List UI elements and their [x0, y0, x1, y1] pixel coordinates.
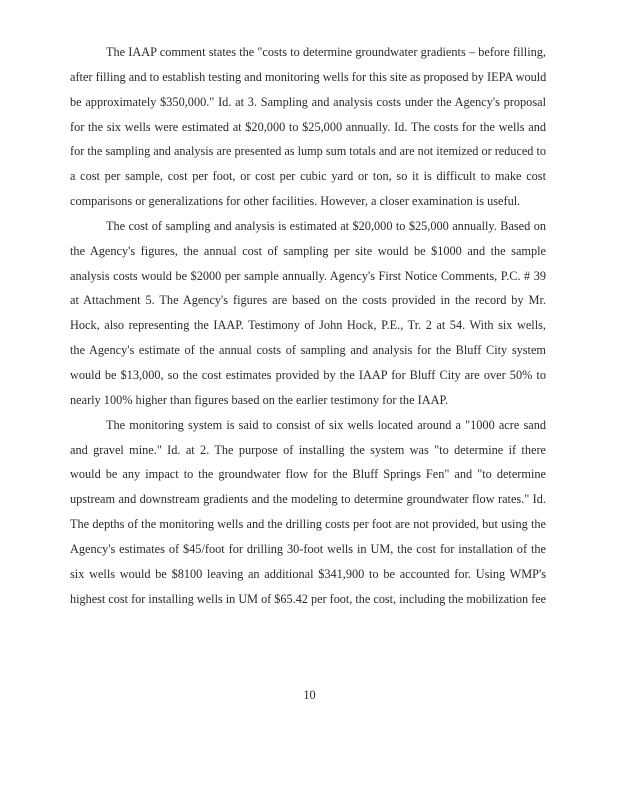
text-line: the Agency's figures, the annual cost of sampling per site would be $1000 and the sample [70, 243, 546, 258]
text-line: analysis costs would be $2000 per sample annually. Agency's First Notice Comments, P.C. # 39 [70, 268, 546, 283]
text-line: the Agency's estimate of the annual costs of sampling and analysis for the Bluff City system [70, 343, 546, 358]
text-line: The depths of the monitoring wells and the drilling costs per foot are not provided, but using the [70, 517, 546, 532]
text-line: for the six wells were estimated at $20,000 to $25,000 annually. Id. The costs for the wells and [70, 119, 546, 134]
text-line: would be $13,000, so the cost estimates provided by the IAAP for Bluff City are over 50% to [70, 367, 546, 382]
text-line: Agency's estimates of $45/foot for drilling 30-foot wells in UM, the cost for installation of the [70, 541, 546, 556]
text-line: at Attachment 5. The Agency's figures are based on the costs provided in the record by Mr. [70, 293, 546, 308]
text-line: The monitoring system is said to consist of six wells located around a "1000 acre sand [106, 417, 546, 432]
text-line: comparisons or generalizations for other facilities. However, a closer examination is useful. [70, 194, 521, 209]
text-line: The cost of sampling and analysis is estimated at $20,000 to $25,000 annually. Based on [106, 218, 546, 233]
text-line: be approximately $350,000." Id. at 3. Sampling and analysis costs under the Agency's proposal [70, 94, 546, 109]
text-line: and gravel mine." Id. at 2. The purpose of installing the system was "to determine if there [70, 442, 546, 457]
text-line: highest cost for installing wells in UM of $65.42 per foot, the cost, including the mobilization fee [70, 591, 547, 606]
text-line: Hock, also representing the IAAP. Testimony of John Hock, P.E., Tr. 2 at 54. With six wells, [70, 318, 546, 333]
paragraph-1 [70, 40, 546, 214]
text-line: a cost per sample, cost per foot, or cost per cubic yard or ton, so it is difficult to make cost [70, 169, 546, 184]
paragraph-2 [70, 214, 546, 413]
page-number: 10 [303, 688, 316, 702]
text-line: The IAAP comment states the "costs to determine groundwater gradients – before filling, [106, 45, 546, 59]
text-line: nearly 100% higher than figures based on the earlier testimony for the IAAP. [70, 392, 449, 407]
paragraph-3 [70, 413, 546, 612]
text-line: would be any impact to the groundwater flow for the Bluff Springs Fen" and "to determine [70, 467, 546, 482]
text-line: upstream and downstream gradients and the modeling to determine groundwater flow rates." Id. [70, 492, 546, 507]
text-line: after filling and to establish testing and monitoring wells for this site as proposed by IEPA would [70, 69, 547, 84]
body-text [70, 40, 546, 611]
text-line: six wells would be $8100 leaving an additional $341,900 to be accounted for. Using WMP's [70, 566, 546, 581]
text-line: for the sampling and analysis are presented as lump sum totals and are not itemized or reduced to [70, 144, 546, 159]
